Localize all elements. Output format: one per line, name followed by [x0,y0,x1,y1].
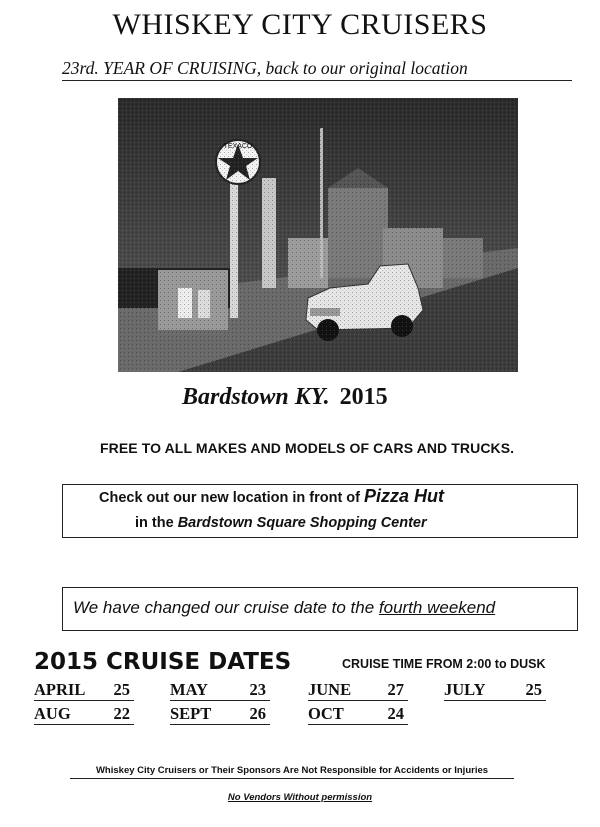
cruise-date-sept [170,704,270,725]
cruise-time: CRUISE TIME FROM 2:00 to DUSK [342,657,546,671]
cruise-date-july [444,680,546,701]
location-line-1 [99,486,444,507]
location-box [62,484,578,538]
date-day: 25 [525,680,542,699]
date-month: MAY [170,680,208,699]
subtitle: 23rd. YEAR OF CRUISING, back to our original location [62,58,572,81]
date-month: JULY [444,680,486,699]
date-month: OCT [308,704,344,723]
date-day: 25 [113,680,130,699]
date-day: 23 [249,680,266,699]
free-admission-line: FREE TO ALL MAKES AND MODELS OF CARS AND TRUCKS. [100,440,515,456]
shopping-center-label: Bardstown Square Shopping Center [177,515,427,531]
cruise-date-oct [308,704,408,725]
date-month: AUG [34,704,71,723]
date-month: SEPT [170,704,212,723]
location-line-2 [135,515,427,531]
event-city: Bardstown KY. [182,384,330,410]
date-month: APRIL [34,680,86,699]
date-day: 22 [113,704,130,723]
event-location [182,384,388,411]
cruise-date-may [170,680,270,701]
location-line-2-prefix: in the [135,515,178,531]
date-day: 26 [249,704,266,723]
date-day: 27 [387,680,404,699]
liability-disclaimer: Whiskey City Cruisers or Their Sponsors Are Not Responsible for Accidents or Injuries [70,765,514,779]
notice-prefix: We have changed our cruise date to the [73,598,379,617]
cruise-date-aug [34,704,134,725]
gas-station-photo [118,98,518,372]
vendor-notice [0,792,600,803]
cruise-date-june [308,680,408,701]
location-line-1-prefix: Check out our new location in front of [99,490,365,506]
cruise-date-april [34,680,134,701]
event-year: 2015 [339,384,388,410]
pizza-hut-label: Pizza Hut [364,486,445,506]
date-month: JUNE [308,680,352,699]
date-day: 24 [387,704,404,723]
fourth-weekend-label: fourth weekend [378,598,496,617]
notice-text [73,598,495,618]
cruise-dates-heading: 2015 CRUISE DATES [34,649,292,675]
date-change-notice [62,587,578,631]
page-title: WHISKEY CITY CRUISERS [112,8,488,41]
vendor-notice-text: No Vendors Without permission [227,792,373,803]
vintage-gas-station-photo-icon [118,98,518,372]
